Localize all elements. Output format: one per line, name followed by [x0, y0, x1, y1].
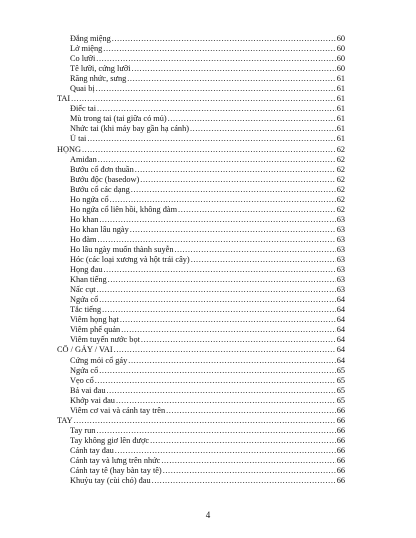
toc-entry — [57, 44, 345, 54]
toc-entry-page: 63 — [336, 255, 345, 265]
toc-entry-page: 62 — [336, 154, 345, 164]
toc-entry-page: 64 — [336, 325, 345, 335]
dot-leader — [168, 114, 336, 124]
toc-entry — [57, 386, 345, 396]
toc-entry — [57, 275, 345, 285]
dot-leader — [150, 436, 336, 446]
dot-leader — [106, 386, 335, 396]
toc-entry-label: Viêm cơ vai và cánh tay trên — [70, 405, 166, 415]
toc-entry-label: TAY — [57, 415, 73, 425]
toc-entry — [57, 64, 345, 74]
toc-entry-page: 66 — [336, 425, 345, 435]
toc-entry-page: 63 — [336, 265, 345, 275]
toc-entry-page: 63 — [336, 244, 345, 254]
toc-entry-page: 65 — [336, 395, 345, 405]
toc-entry — [57, 34, 345, 44]
toc-entry-page: 63 — [336, 214, 345, 224]
toc-entry — [57, 285, 345, 295]
dot-leader — [74, 416, 336, 426]
toc-entry-page: 61 — [336, 74, 345, 84]
toc-entry-label: Viêm tuyến nước bọt — [70, 335, 140, 345]
dot-leader — [163, 466, 336, 476]
toc-entry-label: Cánh tay và lưng trên nhức — [70, 455, 161, 465]
dot-leader — [95, 376, 336, 386]
toc-entry — [57, 335, 345, 345]
toc-entry-page: 64 — [336, 315, 345, 325]
toc-entry-page: 64 — [336, 305, 345, 315]
toc-entry — [57, 74, 345, 84]
toc-entry-label: Ho ngứa cổ — [70, 194, 109, 204]
dot-leader — [96, 84, 336, 94]
toc-entry-label: Tay không giơ lên được — [70, 435, 150, 445]
toc-entry-label: Bả vai đau — [70, 385, 106, 395]
toc-entry-page: 65 — [336, 365, 345, 375]
toc-entry — [57, 466, 345, 476]
dot-leader — [140, 175, 335, 185]
toc-entry-page: 61 — [336, 104, 345, 114]
dot-leader — [108, 275, 336, 285]
dot-leader — [97, 104, 336, 114]
toc-entry-label: Nấc cụt — [70, 285, 96, 295]
toc-entry — [57, 255, 345, 265]
toc-entry-page: 66 — [336, 415, 345, 425]
toc-entry — [57, 235, 345, 245]
toc-entry-label: Cánh tay tê (hay bàn tay tê) — [70, 466, 162, 476]
toc-entry — [57, 114, 345, 124]
toc-entry-page: 63 — [336, 275, 345, 285]
dot-leader — [131, 185, 336, 195]
toc-entry — [57, 305, 345, 315]
dot-leader — [110, 195, 336, 205]
toc-entry-label: Lở miệng — [70, 44, 103, 54]
dot-leader — [99, 366, 335, 376]
toc-entry — [57, 104, 345, 114]
toc-section-heading — [57, 345, 345, 355]
dot-leader — [152, 476, 336, 486]
dot-leader — [96, 426, 335, 436]
dot-leader — [99, 215, 335, 225]
dot-leader — [82, 145, 336, 155]
toc-section-heading — [57, 145, 345, 155]
toc-entry — [57, 225, 345, 235]
dot-leader — [98, 155, 336, 165]
toc-entry-label: Vẹo cổ — [70, 375, 94, 385]
dot-leader — [112, 34, 336, 44]
dot-leader — [130, 225, 336, 235]
dot-leader — [102, 305, 336, 315]
toc-entry — [57, 185, 345, 195]
toc-entry-label: Cứng mỏi cổ gáy — [70, 355, 128, 365]
dot-leader — [178, 205, 336, 215]
toc-entry-label: Co lưỡi — [70, 54, 96, 64]
page-number: 4 — [205, 510, 211, 520]
toc-entry-label: Bướu độc (basedow) — [70, 174, 140, 184]
toc-entry-page: 61 — [336, 124, 345, 134]
dot-leader — [141, 335, 336, 345]
toc-entry-label: Viêm phế quản — [70, 325, 121, 335]
toc-entry-page: 62 — [336, 174, 345, 184]
toc-entry-page: 64 — [336, 295, 345, 305]
toc-entry-page: 65 — [336, 375, 345, 385]
toc-section-heading — [57, 94, 345, 104]
toc-entry — [57, 406, 345, 416]
toc-entry-page: 61 — [336, 114, 345, 124]
toc-entry — [57, 84, 345, 94]
toc-entry — [57, 476, 345, 486]
dot-leader — [128, 356, 335, 366]
toc-entry-label: Tê lưỡi, cứng lưỡi — [70, 64, 131, 74]
toc-entry — [57, 456, 345, 466]
dot-leader — [71, 94, 336, 104]
toc-entry-label: Tay run — [70, 425, 96, 435]
toc-entry — [57, 155, 345, 165]
toc-entry-page: 66 — [336, 435, 345, 445]
toc-entry-page: 62 — [336, 164, 345, 174]
toc-entry-label: Khan tiếng — [70, 275, 107, 285]
toc-entry-label: Ngứa cổ — [70, 365, 99, 375]
toc-entry-page: 66 — [336, 405, 345, 415]
toc-entry-label: Viêm họng hạt — [70, 315, 119, 325]
toc-entry-page: 62 — [336, 184, 345, 194]
toc-entry — [57, 366, 345, 376]
toc-entry — [57, 245, 345, 255]
table-of-contents — [57, 34, 345, 486]
dot-leader — [99, 295, 335, 305]
dot-leader — [190, 124, 336, 134]
toc-entry — [57, 376, 345, 386]
toc-entry-page: 60 — [336, 34, 345, 43]
dot-leader — [166, 406, 336, 416]
toc-entry-label: TAI — [57, 94, 71, 104]
dot-leader — [135, 165, 336, 175]
toc-entry-label: Nhức tai (khi máy bay gần hạ cánh) — [70, 124, 189, 134]
toc-entry-label: Amiđan — [70, 154, 97, 164]
toc-entry — [57, 134, 345, 144]
dot-leader — [121, 325, 336, 335]
toc-entry-page: 61 — [336, 94, 345, 104]
toc-entry-page: 60 — [336, 44, 345, 54]
dot-leader — [87, 134, 335, 144]
toc-entry-label: Quai bị — [70, 84, 95, 94]
toc-entry-label: Ho ngứa cổ liên hồi, không đàm — [70, 204, 178, 214]
toc-entry-page: 63 — [336, 234, 345, 244]
toc-entry-page: 64 — [336, 335, 345, 345]
toc-entry — [57, 54, 345, 64]
toc-entry-page: 62 — [336, 194, 345, 204]
toc-entry — [57, 175, 345, 185]
toc-entry-label: Ho khan — [70, 214, 99, 224]
toc-entry — [57, 205, 345, 215]
toc-entry-page: 62 — [336, 144, 345, 154]
toc-entry-label: Cánh tay đau — [70, 445, 114, 455]
toc-entry-page: 61 — [336, 84, 345, 94]
toc-entry-label: Mù trong tai (tai giữa có mủ) — [70, 114, 167, 124]
dot-leader — [127, 74, 335, 84]
toc-entry-label: Bướu cổ các dạng — [70, 184, 130, 194]
toc-entry-label: Ho lâu ngày muốn thành suyễn — [70, 244, 174, 254]
toc-entry-page: 66 — [336, 455, 345, 465]
toc-entry — [57, 325, 345, 335]
toc-entry — [57, 396, 345, 406]
dot-leader — [98, 235, 336, 245]
toc-entry — [57, 265, 345, 275]
toc-entry-label: Họng đau — [70, 265, 103, 275]
toc-entry-page: 66 — [336, 476, 345, 486]
toc-entry-page: 61 — [336, 134, 345, 144]
toc-entry — [57, 446, 345, 456]
toc-entry-label: Khớp vai đau — [70, 395, 115, 405]
toc-entry-page: 66 — [336, 445, 345, 455]
dot-leader — [191, 255, 336, 265]
dot-leader — [96, 54, 335, 64]
dot-leader — [174, 245, 335, 255]
toc-entry-page: 66 — [336, 466, 345, 476]
toc-entry-label: Đắng miệng — [70, 34, 111, 43]
toc-entry — [57, 295, 345, 305]
toc-entry-label: Khuỷu tay (cùi chỏ) đau — [70, 476, 151, 486]
toc-entry-page: 60 — [336, 54, 345, 64]
dot-leader — [120, 315, 336, 325]
toc-entry-label: Răng nhức, sưng — [70, 74, 127, 84]
toc-entry — [57, 436, 345, 446]
toc-entry — [57, 215, 345, 225]
dot-leader — [116, 396, 336, 406]
toc-entry-label: Điếc tai — [70, 104, 97, 114]
toc-entry-label: Ù tai — [70, 134, 87, 144]
toc-entry-label: HỌNG — [57, 144, 81, 154]
toc-entry — [57, 315, 345, 325]
toc-entry-label: Ho đàm — [70, 234, 97, 244]
toc-entry-page: 64 — [336, 355, 345, 365]
toc-entry — [57, 356, 345, 366]
dot-leader — [161, 456, 335, 466]
toc-entry — [57, 426, 345, 436]
toc-entry-page: 62 — [336, 204, 345, 214]
toc-entry-label: CỔ / GÁY / VAI — [57, 345, 113, 355]
toc-entry-label: Bướu cổ đơn thuần — [70, 164, 134, 174]
dot-leader — [97, 285, 336, 295]
toc-entry-label: Ngứa cổ — [70, 295, 99, 305]
toc-entry-label: Ho khan lâu ngày — [70, 224, 129, 234]
toc-entry-page: 63 — [336, 224, 345, 234]
toc-entry — [57, 165, 345, 175]
toc-entry-label: Tắc tiếng — [70, 305, 102, 315]
dot-leader — [104, 265, 336, 275]
dot-leader — [115, 446, 336, 456]
dot-leader — [132, 64, 336, 74]
toc-entry-page: 60 — [336, 64, 345, 74]
toc-entry — [57, 124, 345, 134]
toc-entry-page: 65 — [336, 385, 345, 395]
toc-entry-page: 63 — [336, 285, 345, 295]
dot-leader — [103, 44, 335, 54]
toc-entry-page: 64 — [336, 345, 345, 355]
toc-entry — [57, 195, 345, 205]
toc-entry-label: Hóc (các loại xương và hột trái cây) — [70, 255, 190, 265]
dot-leader — [114, 345, 336, 355]
toc-section-heading — [57, 416, 345, 426]
